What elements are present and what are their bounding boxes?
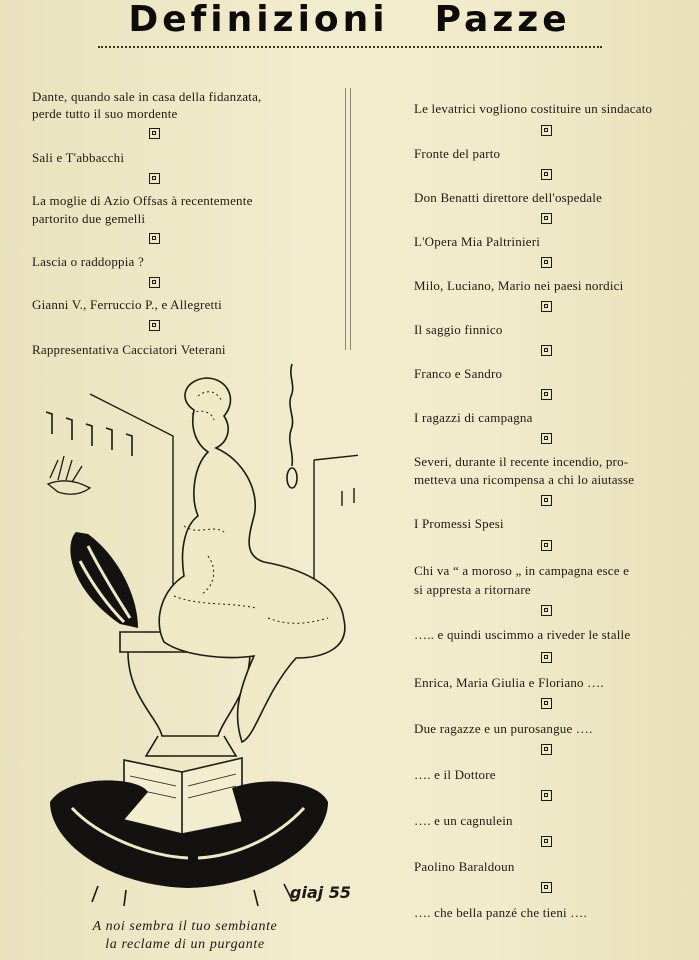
title-underline <box>98 46 602 48</box>
right-entry-6: Il saggio finnico <box>414 322 503 337</box>
right-entry-3: Don Benatti direttore dell'ospedale <box>414 190 603 205</box>
separator-ornament <box>541 652 552 663</box>
title-word-1: Definizioni <box>128 0 389 40</box>
right-entry-9b: metteva una ricompensa a chi lo aiutasse <box>414 472 635 487</box>
toilet-bowl <box>128 652 250 736</box>
separator-ornament <box>541 605 552 616</box>
figure-outline <box>159 378 345 742</box>
separator-ornament <box>541 744 552 755</box>
separator-ornament <box>541 836 552 847</box>
right-entry-11b: si appresta a ritornare <box>414 582 531 597</box>
column-divider <box>345 88 351 350</box>
right-entry-12: ….. e quindi uscimmo a riveder le stalle <box>414 627 631 642</box>
right-entry-18: …. che bella panzé che tieni …. <box>414 905 587 920</box>
separator-ornament <box>541 301 552 312</box>
title-word-2: Pazze <box>434 0 571 40</box>
left-entry-6: Rappresentativa Cacciatori Veterani <box>32 342 226 357</box>
separator-ornament <box>541 213 552 224</box>
right-entry-2: Fronte del parto <box>414 146 501 161</box>
left-entry-2: Sali e T'abbacchi <box>32 150 125 165</box>
right-entry-9a: Severi, durante il recente incendio, pro- <box>414 454 629 469</box>
separator-ornament <box>541 882 552 893</box>
left-entry-1a: Dante, quando sale in casa della fidanzata, <box>32 89 262 104</box>
separator-ornament <box>541 169 552 180</box>
left-entry-4: Lascia o raddoppia ? <box>32 254 144 269</box>
artist-signature: giaj 55 <box>290 883 352 902</box>
right-entry-4: L'Opera Mia Paltrinieri <box>414 234 541 249</box>
pull-chain <box>290 364 293 466</box>
separator-ornament <box>541 389 552 400</box>
separator-ornament <box>541 125 552 136</box>
right-entry-13: Enrica, Maria Giulia e Floriano …. <box>414 675 604 690</box>
separator-ornament <box>149 128 160 139</box>
left-entry-5: Gianni V., Ferruccio P., e Allegretti <box>32 297 222 312</box>
left-entry-1b: perde tutto il suo mordente <box>32 106 178 121</box>
separator-ornament <box>541 790 552 801</box>
separator-ornament <box>541 540 552 551</box>
separator-ornament <box>149 233 160 244</box>
separator-ornament <box>149 320 160 331</box>
left-entry-3a: La moglie di Azio Offsas à recentemente <box>32 193 253 208</box>
separator-ornament <box>149 173 160 184</box>
separator-ornament <box>541 495 552 506</box>
separator-ornament <box>541 345 552 356</box>
separator-ornament <box>541 698 552 709</box>
cartoon-illustration <box>28 356 358 916</box>
caption-line-1: A noi sembra il tuo sembiante <box>92 919 278 934</box>
right-entry-15: …. e il Dottore <box>414 767 496 782</box>
plant-drawing <box>48 456 90 494</box>
right-entry-14: Due ragazze e un purosangue …. <box>414 721 593 736</box>
right-entry-5: Milo, Luciano, Mario nei paesi nordici <box>414 278 624 293</box>
caption-line-2: la reclame di un purgante <box>105 937 265 952</box>
separator-ornament <box>149 277 160 288</box>
separator-ornament <box>541 257 552 268</box>
building-windows <box>46 412 132 456</box>
left-entry-3b: partorito due gemelli <box>32 211 146 226</box>
right-entry-1: Le levatrici vogliono costituire un sindacato <box>414 101 653 116</box>
right-entry-8: I ragazzi di campagna <box>414 410 533 425</box>
page-title <box>0 0 699 48</box>
right-entry-16: …. e un cagnulein <box>414 813 513 828</box>
toilet-base <box>146 736 236 756</box>
chain-handle <box>287 468 297 488</box>
right-entry-11a: Chi va “ a moroso „ in campagna esce e <box>414 563 630 578</box>
right-entry-17: Paolino Baraldoun <box>414 859 515 874</box>
separator-ornament <box>541 433 552 444</box>
right-entry-7: Franco e Sandro <box>414 366 503 381</box>
right-entry-10: I Promessi Spesi <box>414 516 504 531</box>
